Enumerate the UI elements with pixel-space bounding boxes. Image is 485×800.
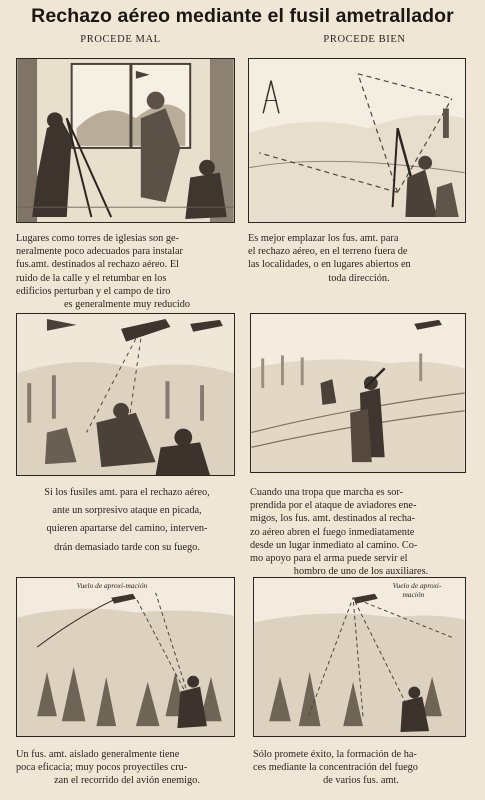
caption-line: ante un sorpresivo ataque en picada, xyxy=(52,505,202,517)
caption-line: toda dirección. xyxy=(328,272,390,284)
caption-line: Sólo promete éxito, la formación de ha- xyxy=(253,749,417,760)
column-header-good: PROCEDE BIEN xyxy=(323,34,406,45)
caption-line: edificios perturban y el campo de tiro xyxy=(16,285,171,297)
illustration-drawing xyxy=(249,59,465,222)
caption-line: drán demasiado tarde con su fuego. xyxy=(54,541,200,553)
caption-bad-3 xyxy=(16,748,238,788)
illustration-drawing xyxy=(17,314,234,475)
illustration-drawing xyxy=(17,578,234,736)
caption-line: hombro de uno de los auxiliares. xyxy=(293,566,429,578)
caption-line: zan el recorrido del avión enemigo. xyxy=(54,775,200,787)
caption-line: Un fus. amt. aislado generalmente tiene xyxy=(16,749,180,760)
illustration-open-field-position xyxy=(248,58,466,223)
caption-line: prendida por el ataque de aviadores ene- xyxy=(250,500,417,512)
caption-line: fus.amt. destinados al rechazo aéreo. El xyxy=(16,259,179,271)
caption-line: Es mejor emplazar los fus. amt. para xyxy=(248,233,399,244)
caption-line: neralmente poco adecuados para instalar xyxy=(16,246,183,258)
illustration-concentrated-fire xyxy=(253,577,466,737)
caption-line: migos, los fus. amt. destinados al recha- xyxy=(250,513,416,525)
caption-good-1 xyxy=(248,232,470,285)
caption-bad-1 xyxy=(16,232,238,311)
illustration-drawing xyxy=(17,59,234,222)
caption-line: poca eficacia; muy pocos proyectiles cru- xyxy=(16,762,188,774)
illustration-drawing xyxy=(251,314,465,472)
flight-label: Vuelo de aproxi-mación xyxy=(76,580,148,590)
flight-label: Vuelo de aproxi- xyxy=(392,580,442,590)
caption-good-3 xyxy=(253,748,469,788)
caption-line: Si los fusiles amt. para el rechazo aéreo, xyxy=(44,487,210,498)
caption-line: Lugares como torres de iglesias son ge- xyxy=(16,233,179,244)
caption-good-2 xyxy=(250,486,472,578)
caption-line: las localidades, o en lugares abiertos en xyxy=(248,259,411,271)
page-title: Rechazo aéreo mediante el fusil ametrallador xyxy=(31,5,454,27)
caption-line: ruido de la calle y el retumbar en los xyxy=(16,272,167,284)
flight-label: mación xyxy=(402,589,425,599)
illustration-church-tower-window xyxy=(16,58,235,223)
caption-line: Cuando una tropa que marcha es sor- xyxy=(250,487,404,498)
caption-line: ces mediante la concentración del fuego xyxy=(253,762,418,774)
illustration-single-gun-low-efficacy xyxy=(16,577,235,737)
caption-line: el rechazo aéreo, en el terreno fuera de xyxy=(248,246,408,258)
column-header-bad: PROCEDE MAL xyxy=(80,34,161,45)
caption-line: es generalmente muy reducido xyxy=(63,299,191,311)
caption-line: de varios fus. amt. xyxy=(323,775,399,787)
illustration-drawing xyxy=(254,578,465,736)
illustration-fire-from-roadside xyxy=(250,313,466,473)
caption-line: mo apoyo para el arma puede servir el xyxy=(250,553,408,565)
caption-line: desde un lugar inmediato al camino. Co- xyxy=(250,539,418,551)
illustration-dive-attack-road xyxy=(16,313,235,476)
caption-line: zo aéreo abren el fuego inmediatamente xyxy=(250,526,415,538)
caption-bad-2 xyxy=(16,486,238,554)
caption-line: quieren apartarse del camino, interven- xyxy=(46,523,208,535)
